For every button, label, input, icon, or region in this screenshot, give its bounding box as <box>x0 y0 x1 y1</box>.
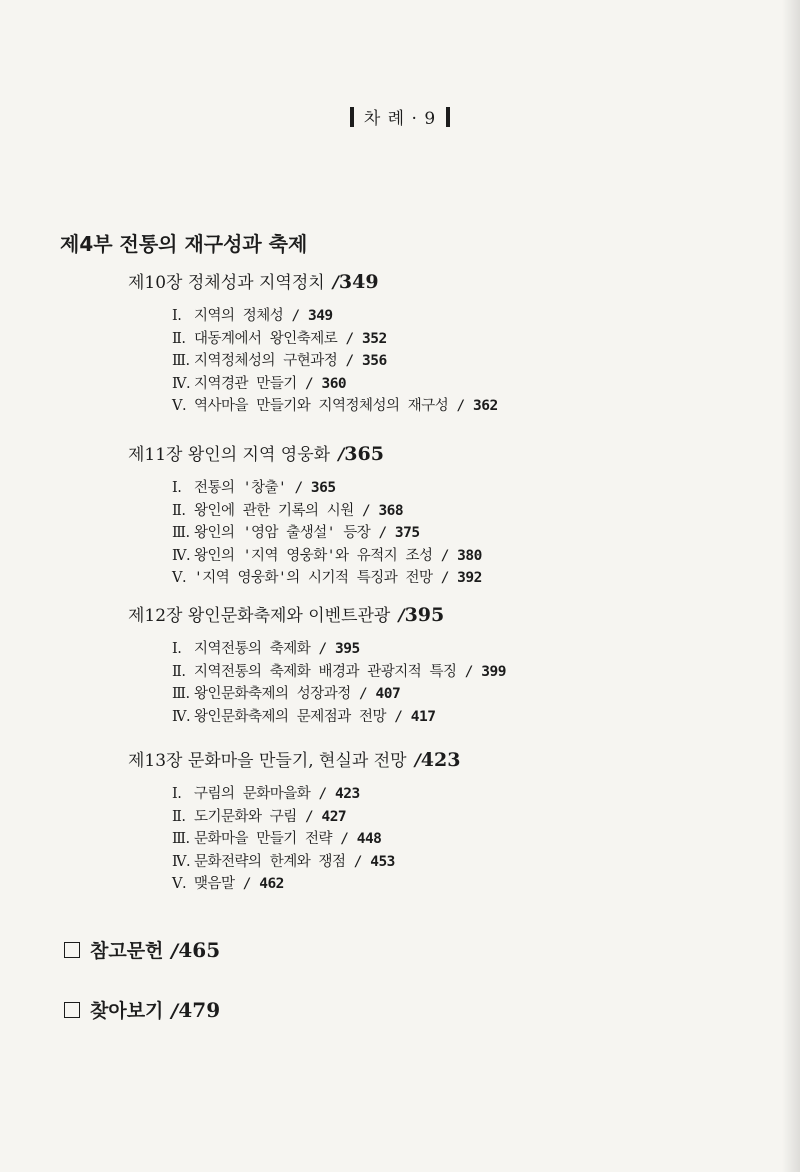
page-edge-shadow <box>782 0 800 1172</box>
section-list <box>172 783 460 896</box>
section-title: 지역경관 만들기 / <box>194 375 322 392</box>
section-number: Ⅲ. <box>172 686 190 703</box>
chapter-10 <box>128 268 498 418</box>
checkbox-square-icon <box>64 942 80 958</box>
chapter-title: 제11장 왕인의 지역 영웅화 <box>128 445 331 465</box>
section-title: 역사마을 만들기와 지역정체성의 재구성 / <box>194 398 473 415</box>
section-item <box>172 806 460 829</box>
page-slash: / <box>332 273 339 293</box>
section-title: 문화마을 만들기 전략 / <box>194 831 357 848</box>
section-item <box>172 373 498 396</box>
section-number: Ⅳ. <box>172 853 191 870</box>
chapter-12 <box>128 601 506 728</box>
page-slash: / <box>398 606 405 626</box>
chapter-title-line <box>128 440 482 465</box>
section-item <box>172 545 482 568</box>
section-number: Ⅰ. <box>172 786 182 802</box>
section-item <box>172 477 482 500</box>
section-item <box>172 395 498 418</box>
section-title: 왕인문화축제의 문제점과 전망 / <box>194 708 411 725</box>
endmatter-page: 479 <box>178 998 221 1022</box>
section-number: Ⅰ. <box>172 480 182 496</box>
chapter-page: 365 <box>344 443 384 465</box>
section-page: 462 <box>259 876 284 893</box>
endmatter-references <box>64 936 220 963</box>
section-number: Ⅲ. <box>172 831 190 848</box>
section-item <box>172 638 506 661</box>
section-number: Ⅱ. <box>172 808 186 825</box>
section-number: Ⅲ. <box>172 353 190 370</box>
section-page: 349 <box>307 308 333 324</box>
section-item <box>172 567 482 590</box>
section-list <box>172 305 498 418</box>
section-title: 문화전략의 한계와 쟁점 / <box>194 853 371 870</box>
chapter-page: 395 <box>404 604 445 626</box>
section-number: Ⅴ. <box>172 570 187 587</box>
section-title: 지역전통의 축제화 배경과 관광지적 특징 / <box>194 663 482 680</box>
section-number: Ⅳ. <box>172 708 191 725</box>
page-slash: / <box>171 1000 179 1022</box>
chapter-title-line <box>128 601 506 626</box>
endmatter-index <box>64 996 220 1023</box>
running-header <box>0 104 800 129</box>
section-page: 417 <box>410 708 436 725</box>
section-page: 448 <box>356 831 382 848</box>
section-item <box>172 828 460 851</box>
section-page: 380 <box>457 547 482 564</box>
section-title: 도기문화와 구림 / <box>194 808 322 825</box>
section-title: 지역전통의 축제화 / <box>194 641 335 657</box>
section-item <box>172 350 498 373</box>
page-slash: / <box>171 940 179 962</box>
section-item <box>172 305 498 328</box>
endmatter-page: 465 <box>178 938 221 962</box>
chapter-page: 423 <box>420 749 461 771</box>
section-number: Ⅴ. <box>172 398 187 415</box>
section-item <box>172 500 482 523</box>
section-item <box>172 851 460 874</box>
section-number: Ⅳ. <box>172 375 191 392</box>
checkbox-square-icon <box>64 1002 80 1018</box>
section-page: 453 <box>370 853 395 870</box>
section-title: 구림의 문화마을화 / <box>194 786 335 802</box>
section-title: 지역의 정체성 / <box>194 308 308 324</box>
chapter-page: 349 <box>338 271 379 293</box>
section-item <box>172 661 506 684</box>
section-number: Ⅰ. <box>172 641 182 657</box>
section-list <box>172 638 506 728</box>
section-title: '지역 영웅화'의 시기적 특징과 전망 / <box>194 570 458 587</box>
section-page: 423 <box>334 786 360 802</box>
section-page: 395 <box>334 641 360 657</box>
section-title: 전통의 '창출' / <box>194 480 311 496</box>
section-item <box>172 328 498 351</box>
section-list <box>172 477 482 590</box>
section-page: 399 <box>481 663 506 680</box>
header-text: 차 례 · 9 <box>363 109 437 129</box>
endmatter-title: 찾아보기 <box>90 1000 164 1022</box>
section-page: 365 <box>310 480 336 496</box>
section-number: Ⅱ. <box>172 663 186 680</box>
section-number: Ⅳ. <box>172 547 191 564</box>
header-bar-left <box>350 107 354 127</box>
section-number: Ⅱ. <box>172 502 186 519</box>
header-bar-right <box>446 107 450 127</box>
section-item <box>172 783 460 806</box>
section-title: 지역정체성의 구현과정 / <box>194 353 362 370</box>
section-title: 맺음말 / <box>194 876 260 893</box>
section-item <box>172 873 460 896</box>
section-page: 375 <box>394 525 420 542</box>
section-title: 왕인에 관한 기록의 시원 / <box>194 502 379 519</box>
section-number: Ⅴ. <box>172 876 187 893</box>
section-page: 368 <box>378 502 404 519</box>
chapter-title: 제13장 문화마을 만들기, 현실과 전망 <box>128 751 407 771</box>
section-page: 407 <box>375 686 401 703</box>
section-page: 360 <box>321 375 347 392</box>
section-page: 356 <box>362 353 387 370</box>
section-title: 왕인의 '영암 출생설' 등장 / <box>194 525 395 542</box>
chapter-11 <box>128 440 482 590</box>
chapter-title-line <box>128 746 460 771</box>
section-page: 352 <box>362 330 387 347</box>
chapter-title-line <box>128 268 498 293</box>
endmatter-title: 참고문헌 <box>90 940 164 962</box>
section-page: 362 <box>473 398 498 415</box>
chapter-13 <box>128 746 460 896</box>
section-number: Ⅲ. <box>172 525 190 542</box>
chapter-title: 제10장 정체성과 지역정치 <box>128 273 325 293</box>
section-title: 왕인문화축제의 성장과정 / <box>194 686 376 703</box>
section-item <box>172 706 506 729</box>
section-number: Ⅰ. <box>172 308 182 324</box>
section-item <box>172 522 482 545</box>
page-slash: / <box>414 751 421 771</box>
section-item <box>172 683 506 706</box>
section-page: 392 <box>457 570 482 587</box>
section-page: 427 <box>321 808 347 825</box>
section-title: 대동계에서 왕인축제로 / <box>194 330 362 347</box>
section-number: Ⅱ. <box>172 330 186 347</box>
page-slash: / <box>338 445 345 465</box>
chapter-title: 제12장 왕인문화축제와 이벤트관광 <box>128 606 391 626</box>
section-title: 왕인의 '지역 영웅화'와 유적지 조성 / <box>194 547 458 564</box>
part-title: 제4부 전통의 재구성과 축제 <box>60 232 308 256</box>
